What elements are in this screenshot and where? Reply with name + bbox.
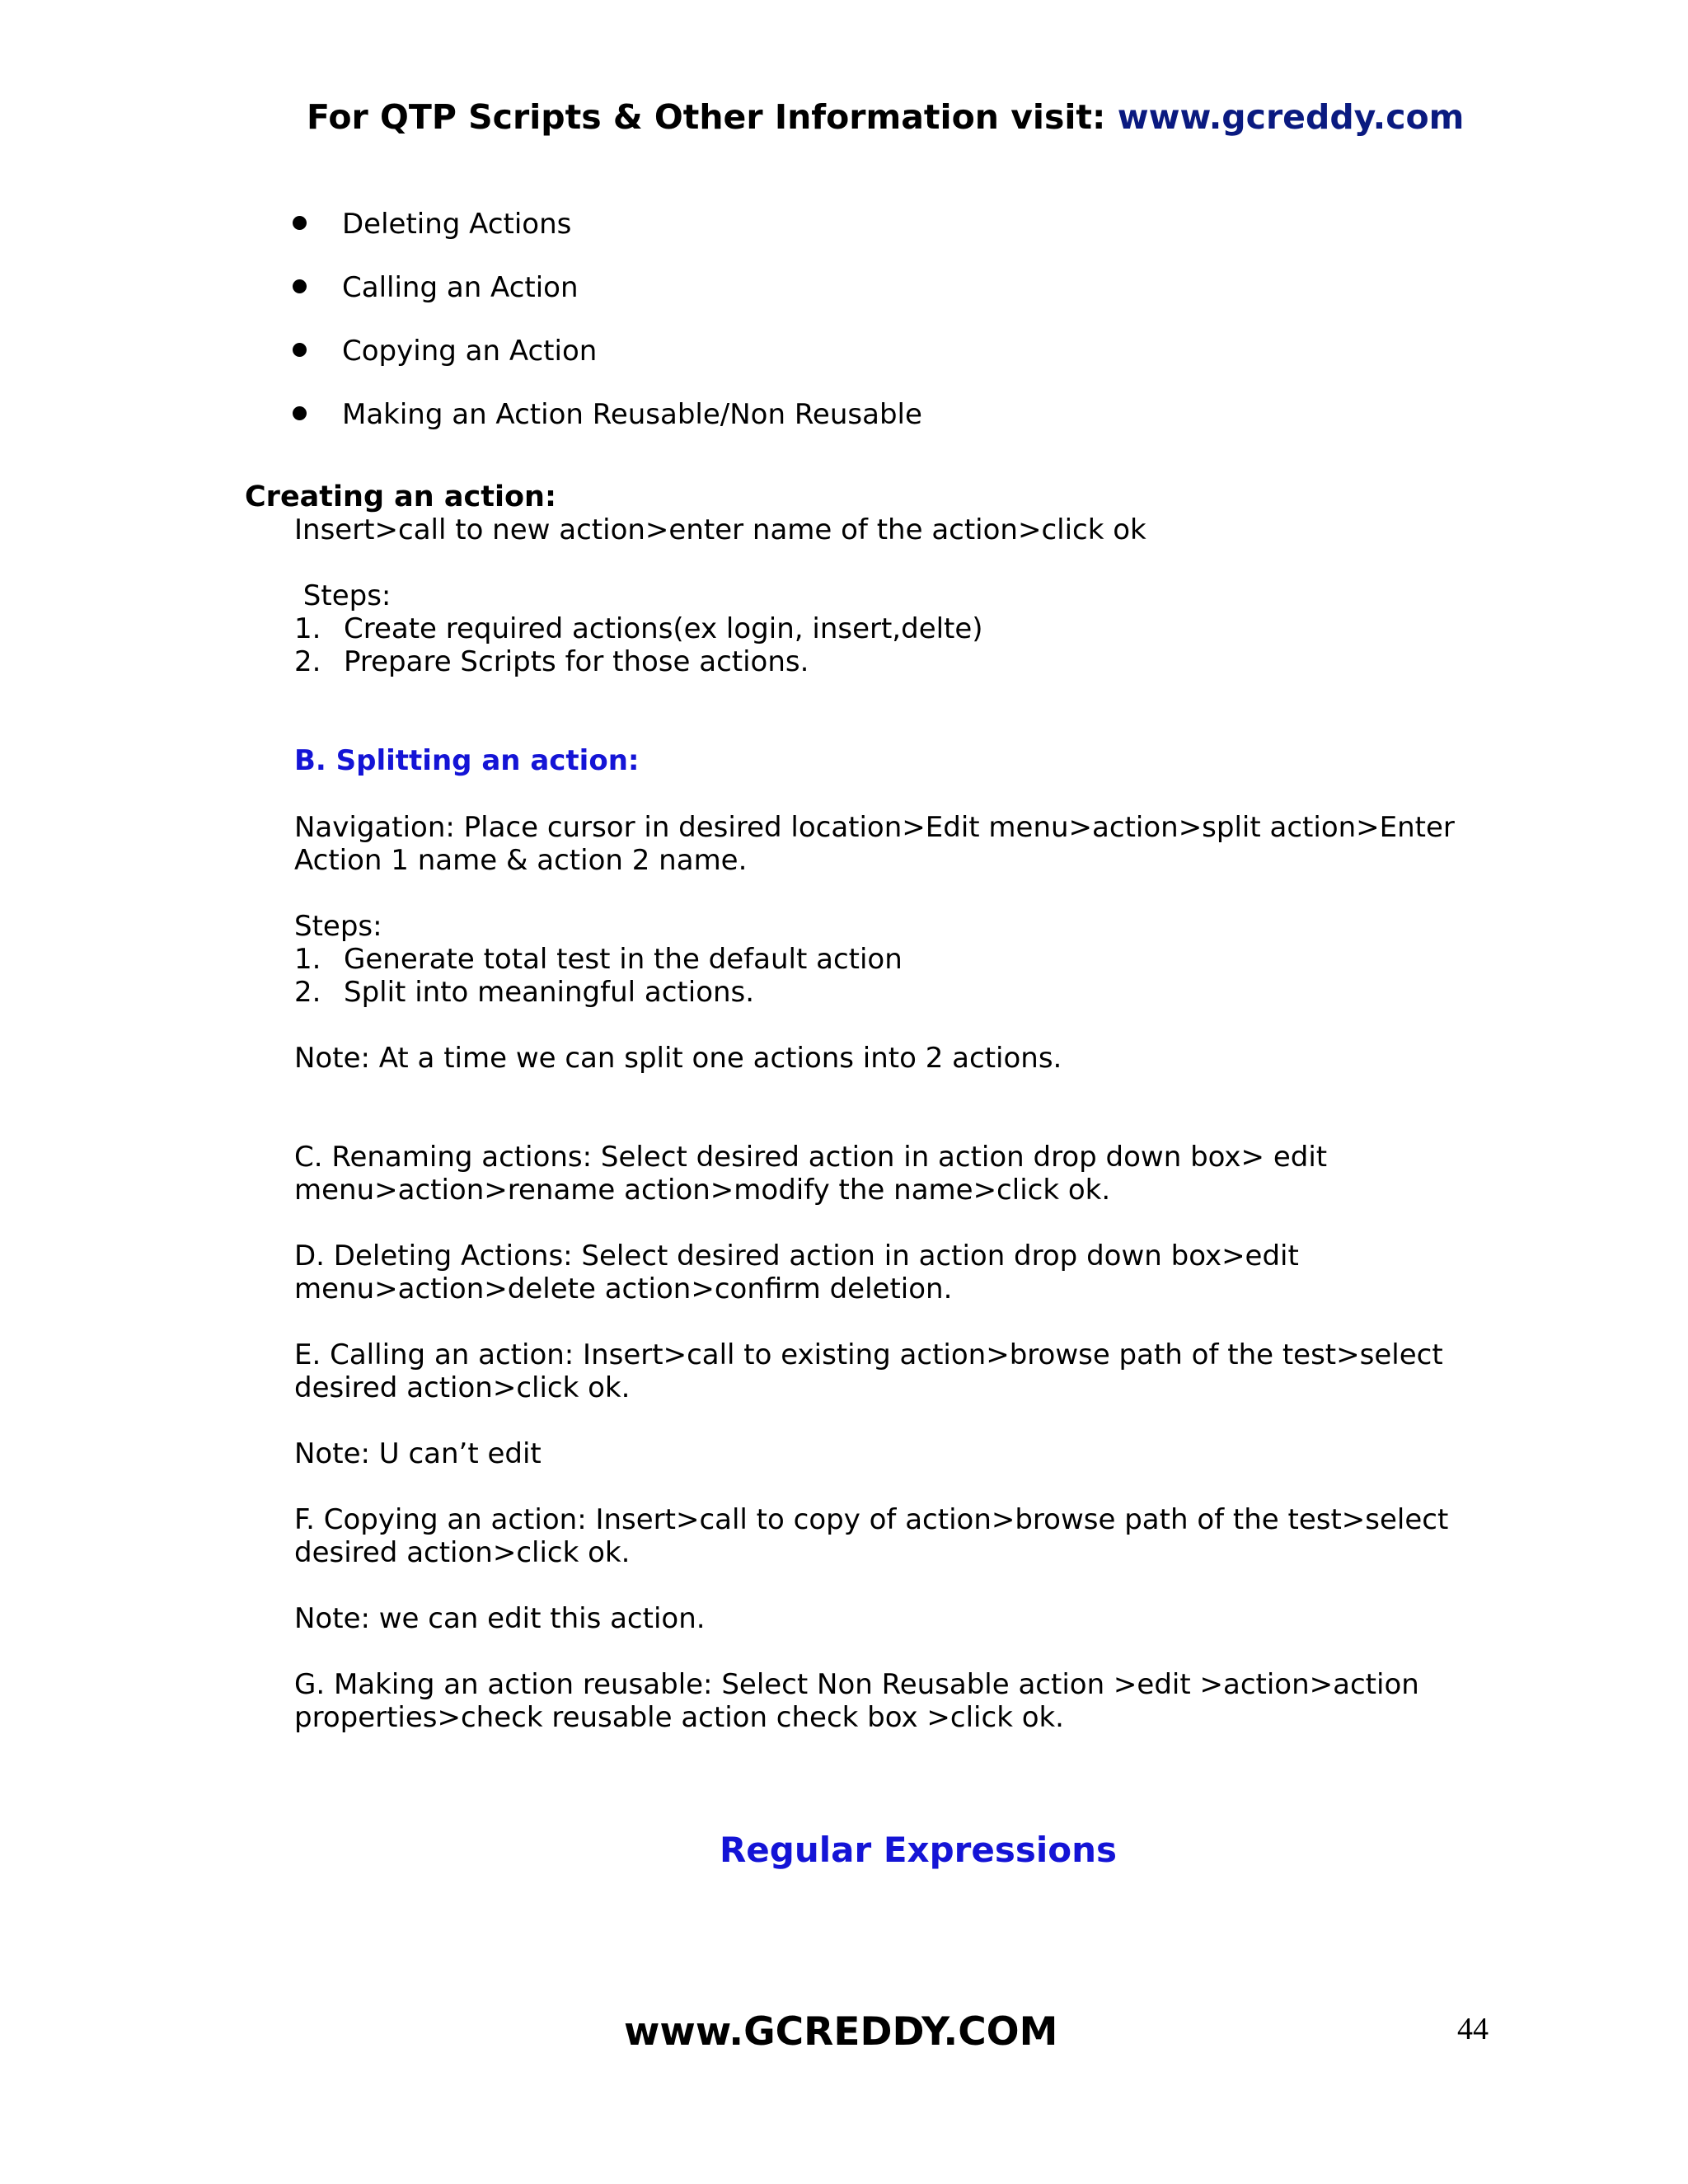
creating-action-heading: Creating an action:	[245, 480, 556, 513]
creating-steps-label: Steps:	[294, 579, 392, 612]
calling-line1: E. Calling an action: Insert>call to existing action>browse path of the test>select	[294, 1338, 1443, 1371]
bullet-icon	[293, 343, 307, 357]
bullet-icon	[293, 216, 307, 230]
bullet-icon	[293, 279, 307, 293]
calling-note: Note: U can’t edit	[294, 1437, 542, 1470]
page-header	[307, 97, 1464, 137]
deleting-line1: D. Deleting Actions: Select desired action in action drop down box>edit	[294, 1240, 1299, 1272]
renaming-line1: C. Renaming actions: Select desired action in action drop down box> edit	[294, 1141, 1328, 1174]
step-number: 1.	[294, 612, 321, 645]
splitting-steps-label: Steps:	[294, 910, 382, 943]
splitting-action-heading: B. Splitting an action:	[294, 744, 640, 777]
page-number: 44	[1457, 2012, 1489, 2046]
calling-line2: desired action>click ok.	[294, 1371, 631, 1404]
bullet-item	[293, 396, 922, 460]
bullet-text: Making an Action Reusable/Non Reusable	[342, 398, 922, 431]
header-text: For QTP Scripts & Other Information visit:	[307, 97, 1118, 137]
renaming-line2: menu>action>rename action>modify the name>click ok.	[294, 1174, 1111, 1207]
bullet-text: Calling an Action	[342, 271, 579, 304]
bullet-text: Deleting Actions	[342, 208, 572, 241]
creating-step-1	[294, 612, 983, 646]
step-text: Prepare Scripts for those actions.	[344, 645, 809, 678]
copying-line2: desired action>click ok.	[294, 1536, 631, 1569]
deleting-line2: menu>action>delete action>confirm deletion.	[294, 1272, 953, 1305]
reusable-line1: G. Making an action reusable: Select Non Reusable action >edit >action>action	[294, 1668, 1419, 1701]
step-number: 2.	[294, 976, 321, 1009]
splitting-navigation-line1: Navigation: Place cursor in desired location>Edit menu>action>split action>Enter	[294, 811, 1455, 844]
step-number: 2.	[294, 645, 321, 678]
bullet-text: Copying an Action	[342, 335, 598, 368]
creating-step-2	[294, 645, 809, 679]
creating-action-navigation: Insert>call to new action>enter name of the action>click ok	[294, 513, 1146, 546]
bullet-item	[293, 269, 922, 333]
splitting-step-1	[294, 943, 903, 977]
bullet-item	[293, 333, 922, 396]
copying-line1: F. Copying an action: Insert>call to copy of action>browse path of the test>select	[294, 1503, 1449, 1536]
topic-bullet-list	[293, 206, 922, 460]
bullet-item	[293, 206, 922, 269]
bullet-icon	[293, 406, 307, 420]
copying-note: Note: we can edit this action.	[294, 1602, 706, 1635]
section-title: Regular Expressions	[719, 1830, 1118, 1870]
step-number: 1.	[294, 943, 321, 976]
header-link[interactable]: www.gcreddy.com	[1117, 97, 1465, 137]
reusable-line2: properties>check reusable action check box >click ok.	[294, 1701, 1064, 1734]
splitting-step-2	[294, 976, 754, 1010]
page-footer: www.GCREDDY.COM	[624, 2009, 1058, 2055]
splitting-navigation-line2: Action 1 name & action 2 name.	[294, 844, 748, 877]
step-text: Split into meaningful actions.	[344, 976, 755, 1009]
step-text: Create required actions(ex login, insert,delte)	[344, 612, 983, 645]
step-text: Generate total test in the default action	[344, 943, 903, 976]
splitting-note: Note: At a time we can split one actions into 2 actions.	[294, 1042, 1062, 1075]
